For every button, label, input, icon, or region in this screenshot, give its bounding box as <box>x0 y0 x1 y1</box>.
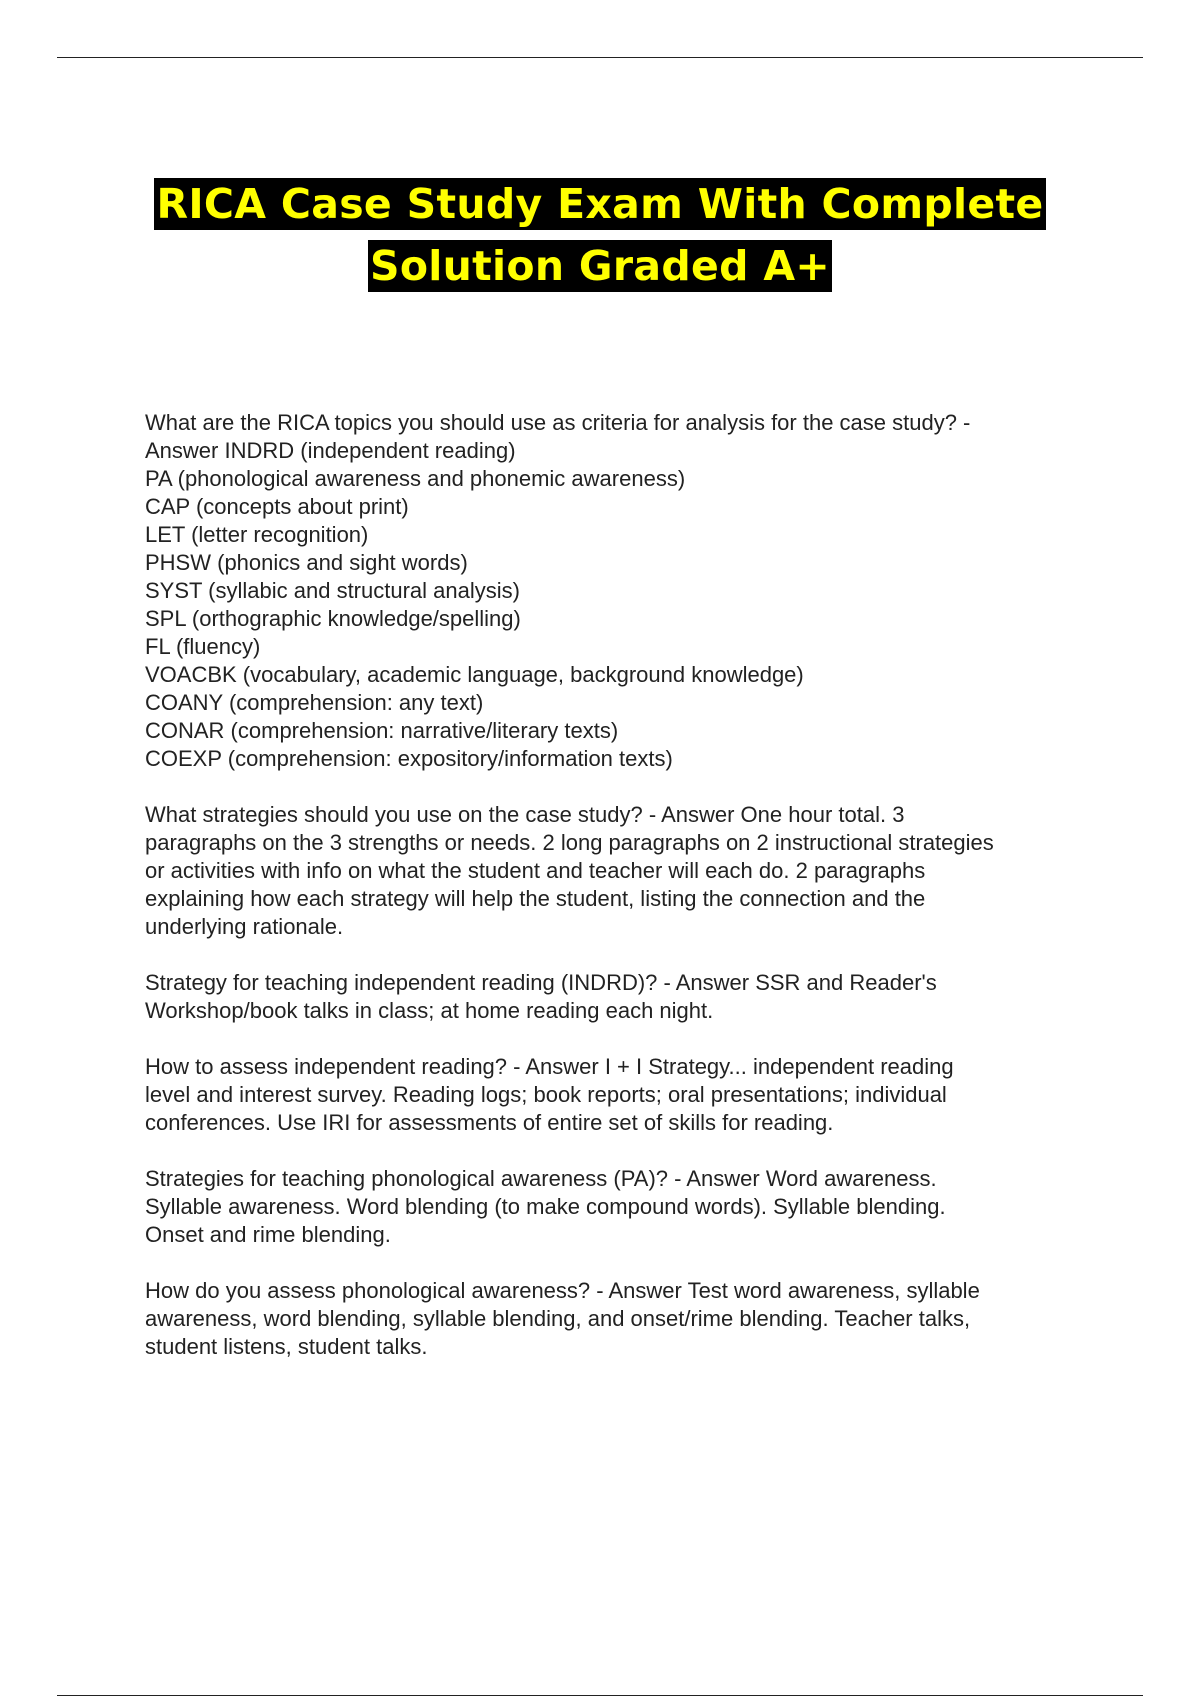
topic-item: CONAR (comprehension: narrative/literary texts) <box>145 718 619 743</box>
paragraph-line: paragraphs on the 3 strengths or needs. 2 long paragraphs on 2 instructional strategies <box>145 830 994 855</box>
paragraph-line: What strategies should you use on the case study? - Answer One hour total. 3 <box>145 802 905 827</box>
topic-item: VOACBK (vocabulary, academic language, background knowledge) <box>145 662 804 687</box>
paragraph-line: level and interest survey. Reading logs; book reports; oral presentations; individual <box>145 1082 947 1107</box>
qa-teaching-phonological-awareness <box>145 1165 1095 1249</box>
topic-item: SYST (syllabic and structural analysis) <box>145 578 520 603</box>
topic-item: LET (letter recognition) <box>145 522 369 547</box>
topic-item: FL (fluency) <box>145 634 261 659</box>
qa-teaching-independent-reading <box>145 969 1095 1025</box>
paragraph-line: or activities with info on what the student and teacher will each do. 2 paragraphs <box>145 858 926 883</box>
paragraph-line: student listens, student talks. <box>145 1334 428 1359</box>
title-line-1-row <box>0 173 1200 235</box>
question-text: What are the RICA topics you should use as criteria for analysis for the case study? - <box>145 410 971 435</box>
topic-item: COANY (comprehension: any text) <box>145 690 484 715</box>
title-line-1: RICA Case Study Exam With Complete <box>156 180 1044 229</box>
paragraph-line: Onset and rime blending. <box>145 1222 391 1247</box>
paragraph-line: conferences. Use IRI for assessments of entire set of skills for reading. <box>145 1110 834 1135</box>
qa-case-study-strategies <box>145 801 1095 941</box>
qa-assess-phonological-awareness <box>145 1277 1095 1361</box>
topic-item: PA (phonological awareness and phonemic awareness) <box>145 466 686 491</box>
topic-item: CAP (concepts about print) <box>145 494 409 519</box>
topic-list <box>145 465 1095 773</box>
footer-rule <box>57 1695 1143 1696</box>
paragraph-line: underlying rationale. <box>145 914 344 939</box>
paragraph-line: Strategies for teaching phonological awareness (PA)? - Answer Word awareness. <box>145 1166 937 1191</box>
paragraph-line: How to assess independent reading? - Answer I + I Strategy... independent reading <box>145 1054 954 1079</box>
paragraph-line: explaining how each strategy will help the student, listing the connection and the <box>145 886 926 911</box>
document-body <box>145 409 1095 1389</box>
topic-item: PHSW (phonics and sight words) <box>145 550 468 575</box>
paragraph-line: Workshop/book talks in class; at home reading each night. <box>145 998 714 1023</box>
title-line-2-row <box>0 235 1200 297</box>
header-rule <box>57 57 1143 58</box>
paragraph-line: Syllable awareness. Word blending (to make compound words). Syllable blending. <box>145 1194 946 1219</box>
title-line-2: Solution Graded A+ <box>369 242 831 291</box>
paragraph-line: How do you assess phonological awareness? - Answer Test word awareness, syllable <box>145 1278 980 1303</box>
paragraph-line: Strategy for teaching independent reading (INDRD)? - Answer SSR and Reader's <box>145 970 937 995</box>
answer-first-line: Answer INDRD (independent reading) <box>145 438 516 463</box>
topic-item: COEXP (comprehension: expository/information texts) <box>145 746 673 771</box>
qa-rica-topics <box>145 409 1095 773</box>
qa-assess-independent-reading <box>145 1053 1095 1137</box>
paragraph-line: awareness, word blending, syllable blending, and onset/rime blending. Teacher talks, <box>145 1306 971 1331</box>
document-title <box>0 173 1200 297</box>
topic-item: SPL (orthographic knowledge/spelling) <box>145 606 521 631</box>
